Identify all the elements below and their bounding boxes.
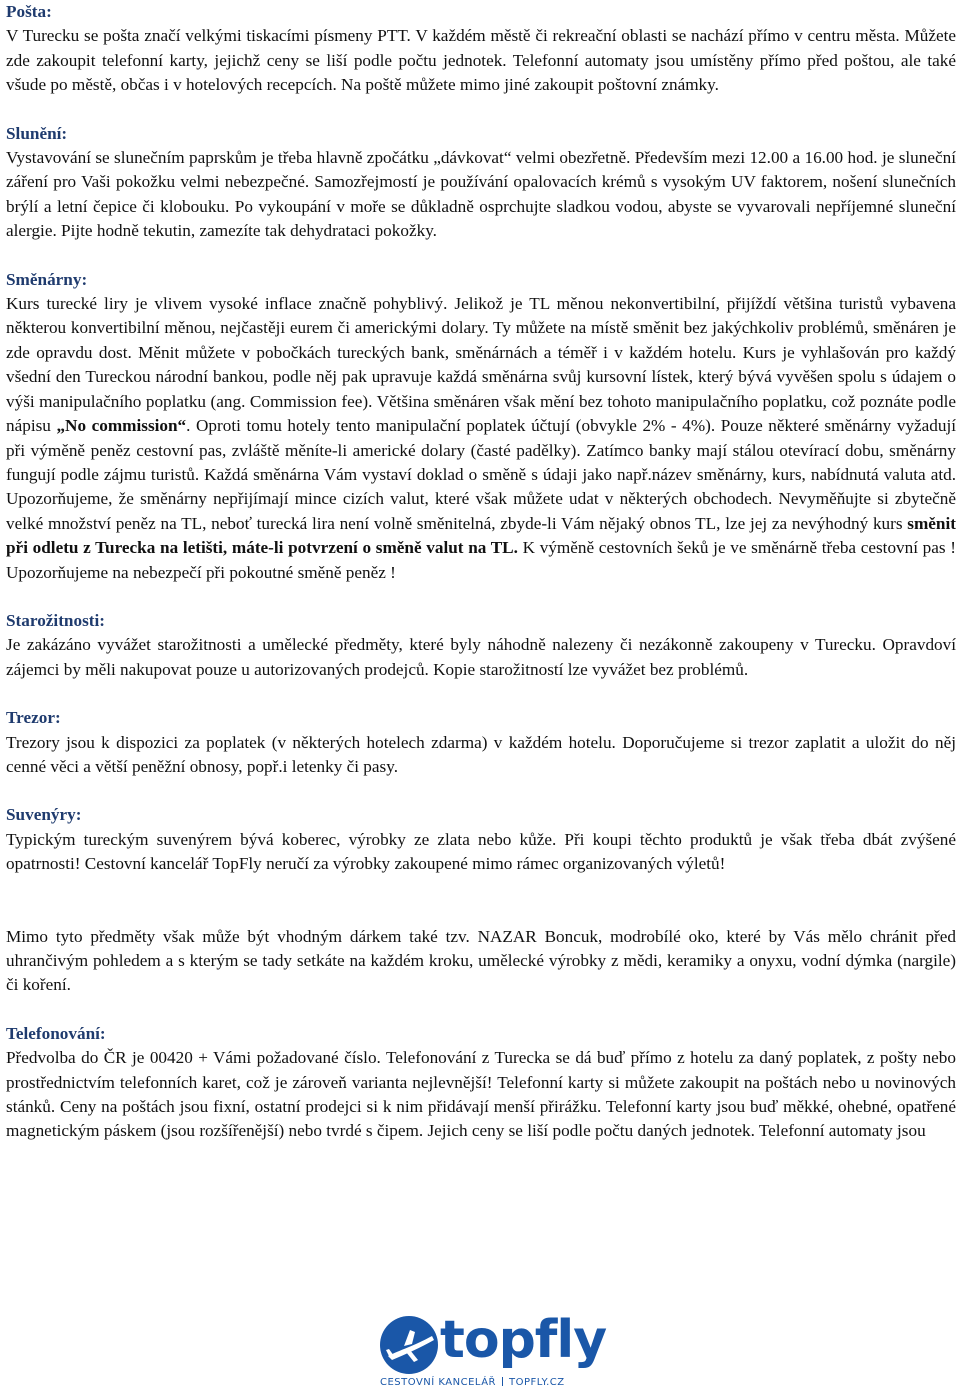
section-telefonovani [6, 1022, 956, 1144]
document-page [6, 0, 956, 1168]
paragraph-suvenyry: Typickým tureckým suvenýrem bývá koberec, výrobky ze zlata nebo kůže. Při koupi těchto produktů je však třeba dbát zvýšené opatrnosti! Cestovní kancelář TopFly neručí za výrobky zakoupené mimo rámec organizovaných výletů! [6, 829, 956, 874]
heading-starozitnosti: Starožitnosti: [6, 610, 105, 630]
smenarny-exchange-note: směnit při odletu z Turecka na letišti, máte-li potvrzení o směně valut na TL. [6, 513, 956, 558]
heading-smenarny: Směnárny: [6, 269, 88, 289]
smenarny-text-b: . Oproti tomu hotely tento manipulační poplatek účtují (obvykle 2% - 4%). Pouze některé směnárny vyžadují při výměně peněz cestovní pas, zvláště měníte-li americké dolary (časté padělky). Zatímco banky mají stálou otevírací dobu, směnárny fungují podle zájmu turistů. Každá směnárna Vám vystaví doklad o směně s údaji jako např.název směnárny, kurs, nabídnutá valuta atd. Upozorňujeme, že směnárny nepřijímají mince cizích valut, které však můžete udat v některých obchodech. Nevyměňujte si zbytečně velké množství peněz na TL, neboť turecká lira není volně směnitelná, zbyde-li Vám nějaký obnos TL, lze jej za nevýhodný kurs [6, 416, 956, 533]
heading-suvenyry: Suvenýry: [6, 805, 82, 825]
section-suvenyry [6, 803, 956, 876]
smenarny-text-c: K výměně cestovních šeků je ve směnárně třeba cestovní pas ! Upozorňujeme na nebezpečí při pokoutné směně peněz ! [6, 538, 956, 582]
section-smenarny [6, 268, 956, 585]
paragraph-trezor: Trezory jsou k dispozici za poplatek (v některých hotelech zdarma) v každém hotelu. Doporučujeme si trezor zaplatit a uložit do něj cenné věci a větší peněžní obnosy, popř.i letenky či pasy. [6, 732, 956, 776]
paragraph-starozitnosti: Je zakázáno vyvážet starožitnosti a umělecké předměty, které byly náhodně nalezeny či nezákonně zakoupeny v Turecku. Opravdoví zájemci by měli nakupovat pouze u autorizovaných prodejců. Kopie starožitností lze vyvážet bez problémů. [6, 635, 956, 679]
paragraph-telefonovani: Předvolba do ČR je 00420 + Vámi požadované číslo. Telefonování z Turecka se dá buď přímo z hotelu za daný poplatek, z pošty nebo prostřednictvím telefonních karet, což je zároveň varianta nejlevnější! Telefonní karty si můžete zakoupit na poštách nebo u novinových stánků. Ceny na poštách jsou fixní, ostatní prodejci si k nim přidávají menší přirážku. Telefonní karty jsou buď měkké, ohebné, opatřené magnetickým páskem (jsou rozšířenější) nebo tvrdé s čipem. Jejich ceny se liší podle počtu daných jednotek. Telefonní automaty jsou [6, 1048, 956, 1141]
section-starozitnosti [6, 609, 956, 682]
paragraph-nazar: Mimo tyto předměty však může být vhodným dárkem také tzv. NAZAR Boncuk, modrobílé oko, které by Vás mělo chránit před uhrančivým pohledem a s kterým se tady setkáte na každém kroku, umělecké výrobky z mědi, keramiky a onyxu, vodní dýmka (nargile) či koření. [6, 926, 956, 995]
smenarny-no-commission: „No commission“ [56, 416, 187, 436]
logo-subtitle-right: TOPFLY.CZ [509, 1377, 565, 1388]
paragraph-posta: V Turecku se pošta značí velkými tiskacími písmeny PTT. V každém městě či rekreační oblasti se nachází přímo v centru města. Můžete zde zakoupit telefonní karty, jejichž ceny se liší podle počtu jednotek. Telefonní automaty jsou umístěny přímo před poštou, ale také všude po městě, občas i v hotelových recepcích. Na poště můžete mimo jiné zakoupit poštovní známky. [6, 26, 956, 95]
logo-subtitle-left: CESTOVNÍ KANCELÁŘ [380, 1377, 496, 1388]
section-trezor [6, 706, 956, 779]
heading-trezor: Trezor: [6, 708, 61, 728]
airplane-icon [380, 1316, 438, 1374]
logo-subtitle [380, 1376, 590, 1390]
heading-telefonovani: Telefonování: [6, 1023, 106, 1043]
paragraph-smenarny [6, 292, 956, 585]
section-posta [6, 0, 956, 98]
logo-subtitle-divider [502, 1377, 503, 1386]
paragraph-sluneni: Vystavování se slunečním paprskům je třeba hlavně zpočátku „dávkovat“ velmi obezřetně. Především mezi 12.00 a 16.00 hod. je sluneční záření pro Vaši pokožku velmi nebezpečné. Samozřejmostí je používání opalovacích krémů s vysokým UV faktorem, nošení slunečních brýlí a letní čepice či klobouku. Po vykoupání v moře se důkladně osprchujte sladkou vodou, abyste se vyvarovali nepříjemné sluneční alergie. Pijte hodně tekutin, zamezíte tak dehydrataci pokožky. [6, 148, 956, 241]
topfly-logo [380, 1310, 607, 1392]
section-sluneni [6, 122, 956, 244]
logo-wordmark: topfly [440, 1310, 607, 1370]
heading-posta: Pošta: [6, 2, 52, 21]
heading-sluneni: Slunění: [6, 123, 68, 143]
smenarny-text-a: Kurs turecké liry je vlivem vysoké inflace značně pohyblivý. Jelikož je TL měnou nekonvertibilní, přijíždí většina turistů vybavena některou konvertibilní měnou, nejčastěji eurem či americkými dolary. Ty můžete na místě směnit bez jakýchkoliv problémů, směnáren je zde opravdu dost. Měnit můžete v pobočkách tureckých bank, směnárnách a téměř i v každém hotelu. Kurs je vyhlašován pro každý všední den Tureckou národní bankou, podle něj pak upravuje každá směnárna svůj kursovní lístek, který bývá vyvěšen spolu s údajem o výši manipulačního poplatku (ang. Commission fee). Většina směnáren však mění bez tohoto manipulačního poplatku, což poznáte podle nápisu [6, 294, 956, 436]
section-nazar [6, 925, 956, 998]
